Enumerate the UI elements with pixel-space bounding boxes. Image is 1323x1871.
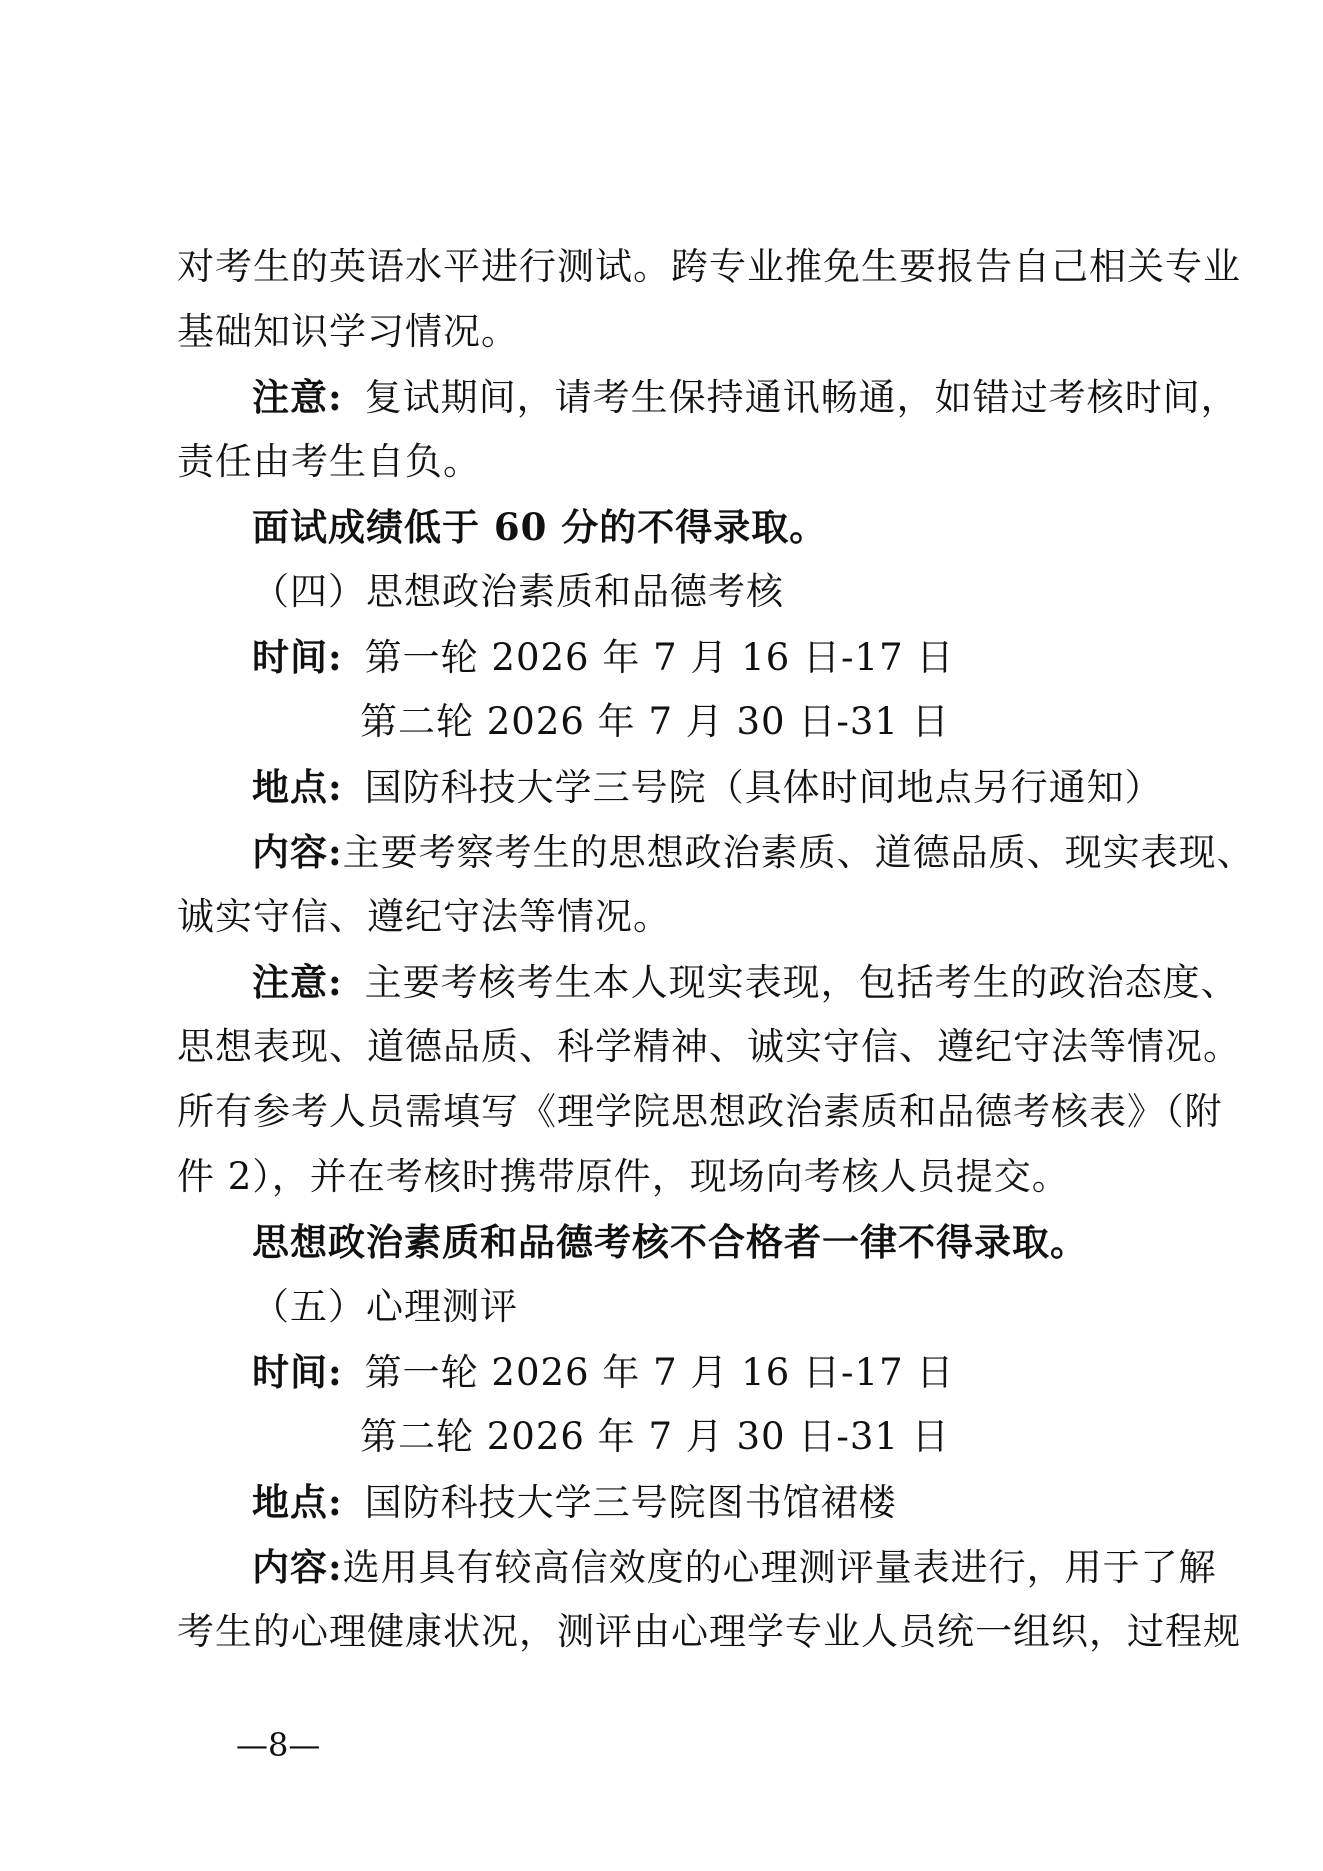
note-label: 注意: bbox=[252, 375, 343, 419]
paragraph-line: 责任由考生自负。 bbox=[177, 440, 481, 483]
time-round-2: 第二轮 2026 年 7 月 30 日-31 日 bbox=[360, 1415, 950, 1458]
content-line bbox=[252, 828, 1255, 876]
paragraph-line: 诚实守信、遵纪守法等情况。 bbox=[177, 895, 671, 938]
place-line bbox=[252, 1478, 1167, 1526]
place-label: 地点: bbox=[252, 1480, 343, 1524]
paragraph-line: 所有参考人员需填写《理学院思想政治素质和品德考核表》（附 bbox=[177, 1090, 1223, 1133]
place-text: 国防科技大学三号院（具体时间地点另行通知） bbox=[364, 766, 1163, 809]
place-text: 国防科技大学三号院图书馆裙楼 bbox=[364, 1481, 897, 1524]
note-text: 复试期间，请考生保持通讯畅通，如错过考核时间， bbox=[364, 376, 1239, 419]
content-line bbox=[252, 1543, 1217, 1591]
bold-notice: 面试成绩低于 60 分的不得录取。 bbox=[252, 505, 828, 549]
page-number: —8— bbox=[236, 1726, 321, 1764]
time-label: 时间: bbox=[252, 635, 343, 679]
time-round-1: 第一轮 2026 年 7 月 16 日-17 日 bbox=[364, 1351, 955, 1394]
note-line bbox=[252, 373, 1239, 421]
time-round-1: 第一轮 2026 年 7 月 16 日-17 日 bbox=[364, 636, 955, 679]
paragraph-line: 思想表现、道德品质、科学精神、诚实守信、遵纪守法等情况。 bbox=[177, 1025, 1241, 1068]
note-line bbox=[252, 958, 1239, 1006]
time-label: 时间: bbox=[252, 1350, 343, 1394]
place-label: 地点: bbox=[252, 765, 343, 809]
section-heading: （四）思想政治素质和品德考核 bbox=[252, 570, 784, 613]
content-label: 内容: bbox=[252, 830, 343, 874]
place-line bbox=[252, 763, 1167, 811]
content-label: 内容: bbox=[252, 1545, 343, 1589]
time-line bbox=[252, 1348, 1167, 1396]
paragraph-line: 基础知识学习情况。 bbox=[177, 310, 519, 353]
bold-notice: 思想政治素质和品德考核不合格者一律不得录取。 bbox=[252, 1220, 1088, 1264]
paragraph-line: 考生的心理健康状况，测评由心理学专业人员统一组织，过程规 bbox=[177, 1610, 1241, 1653]
time-round-2: 第二轮 2026 年 7 月 30 日-31 日 bbox=[360, 700, 950, 743]
note-label: 注意: bbox=[252, 960, 343, 1004]
paragraph-line: 对考生的英语水平进行测试。跨专业推免生要报告自己相关专业 bbox=[177, 245, 1241, 288]
section-heading: （五）心理测评 bbox=[252, 1285, 518, 1328]
time-line bbox=[252, 633, 1167, 681]
content-text: 主要考察考生的思想政治素质、道德品质、现实表现、 bbox=[342, 831, 1255, 874]
note-text: 主要考核考生本人现实表现，包括考生的政治态度、 bbox=[364, 961, 1239, 1004]
paragraph-line: 件 2），并在考核时携带原件，现场向考核人员提交。 bbox=[177, 1155, 1070, 1198]
content-text: 选用具有较高信效度的心理测评量表进行，用于了解 bbox=[342, 1546, 1217, 1589]
